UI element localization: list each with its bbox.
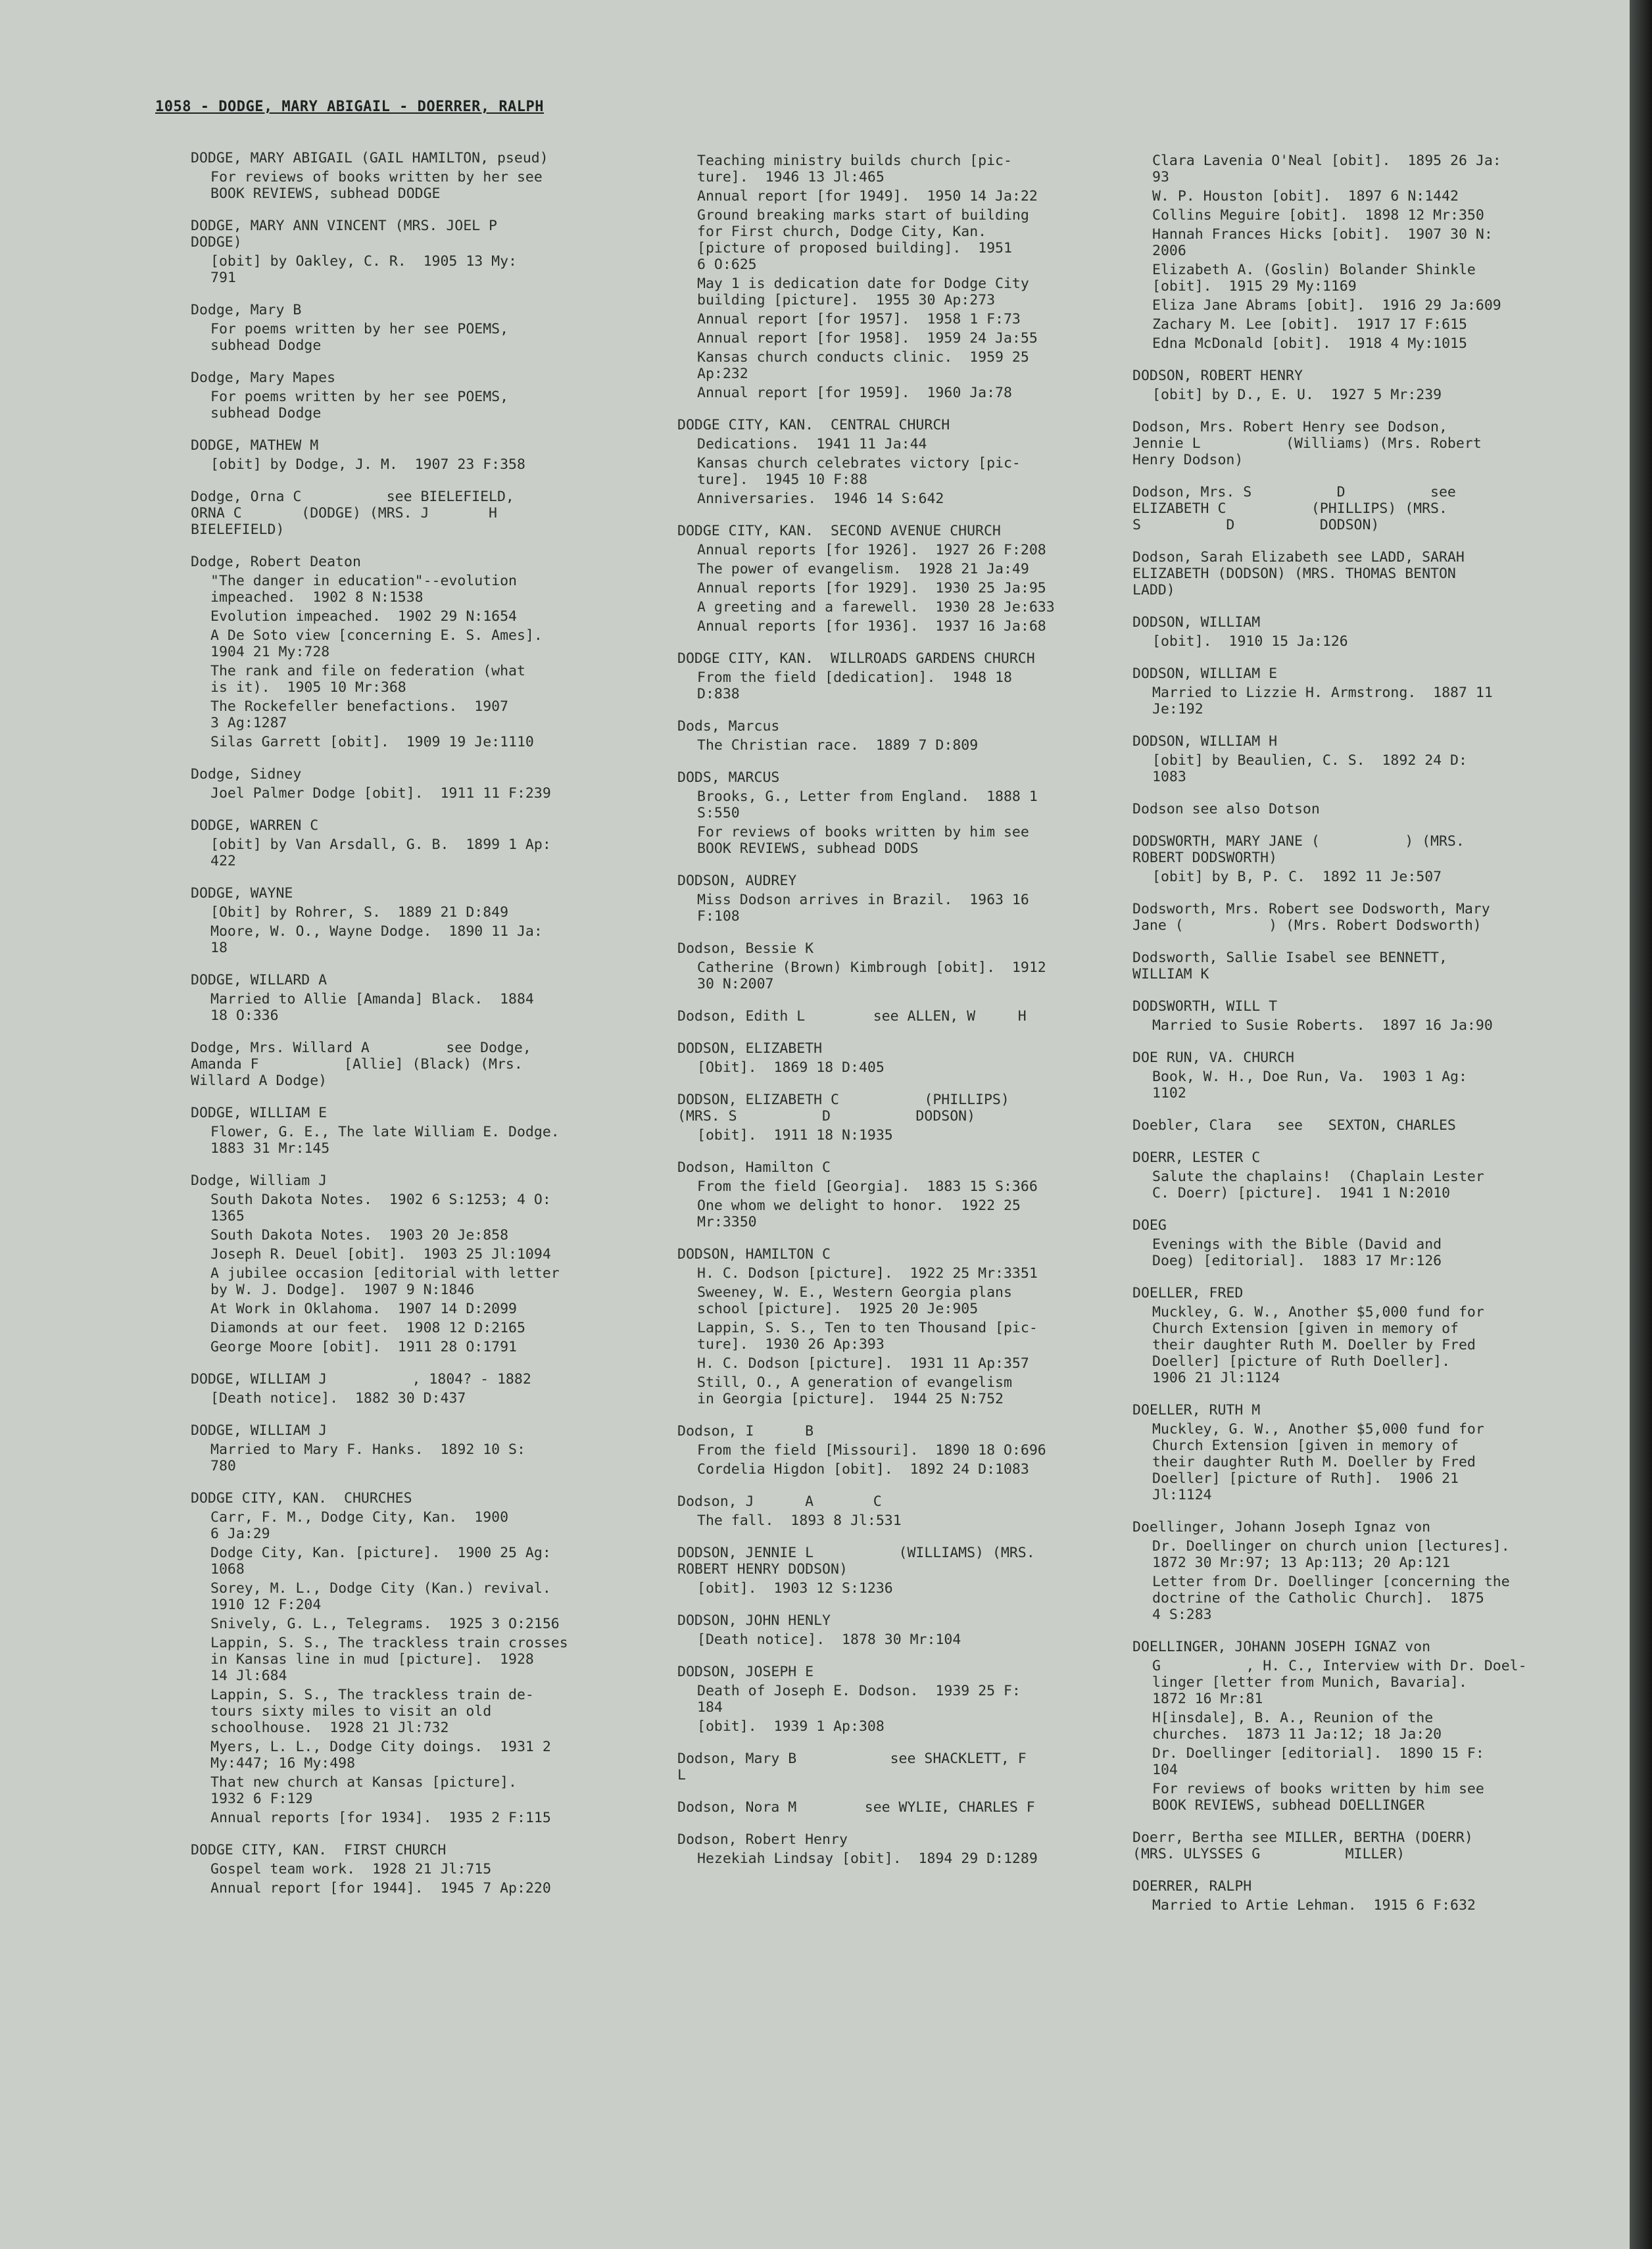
index-entry <box>677 153 1111 401</box>
entry-heading: DODSON, ROBERT HENRY <box>1132 368 1303 384</box>
citation: G , H. C., Interview with Dr. Doel- linger [letter from Munich, Bavaria]. 1872 16 Mr:81 <box>1152 1658 1527 1707</box>
citation: [Death notice]. 1882 30 D:437 <box>210 1390 466 1407</box>
entry-heading: DOERRER, RALPH <box>1132 1878 1252 1895</box>
index-entry <box>1132 1285 1567 1386</box>
entry-heading: DOELLER, FRED <box>1132 1285 1244 1301</box>
citation: Evolution impeached. 1902 29 N:1654 <box>210 608 517 625</box>
citation: Married to Artie Lehman. 1915 6 F:632 <box>1152 1897 1476 1914</box>
page-header: 1058 - DODGE, MARY ABIGAIL - DOERRER, RALPH <box>155 99 545 115</box>
index-entry <box>677 1159 1111 1230</box>
citation: Annual report [for 1944]. 1945 7 Ap:220 <box>210 1880 551 1897</box>
citation: [Death notice]. 1878 30 Mr:104 <box>697 1632 961 1648</box>
citation: Carr, F. M., Dodge City, Kan. 1900 6 Ja:29 <box>210 1509 509 1542</box>
citation: At Work in Oklahoma. 1907 14 D:2099 <box>210 1301 517 1317</box>
index-entry <box>677 1423 1111 1478</box>
citation: [obit]. 1903 12 S:1236 <box>697 1580 893 1597</box>
entry-heading: Doellinger, Johann Joseph Ignaz von <box>1132 1519 1431 1536</box>
entry-heading: DODSON, WILLIAM E <box>1132 665 1278 682</box>
citation: Hannah Frances Hicks [obit]. 1907 30 N: 2006 <box>1152 226 1493 259</box>
citation: Clara Lavenia O'Neal [obit]. 1895 26 Ja: 93 <box>1152 153 1501 185</box>
citation: Lappin, S. S., The trackless train de- tours sixty miles to visit an old schoolhouse. 1928 21 Jl:732 <box>210 1687 534 1736</box>
entry-heading: Dodsworth, Sallie Isabel see BENNETT, WILLIAM K <box>1132 950 1447 982</box>
citation: The fall. 1893 8 Jl:531 <box>697 1512 902 1529</box>
citation: [obit] by D., E. U. 1927 5 Mr:239 <box>1152 387 1442 403</box>
index-entry <box>191 1422 625 1474</box>
entry-heading: DODSON, JOHN HENLY <box>677 1612 831 1629</box>
entry-heading: Dodson, Mrs. Robert Henry see Dodson, Jennie L (Williams) (Mrs. Robert Henry Dodson) <box>1132 419 1482 468</box>
index-entry <box>677 1493 1111 1529</box>
index-entry <box>191 1371 625 1407</box>
citation: Annual reports [for 1929]. 1930 25 Ja:95 <box>697 580 1046 596</box>
entry-heading: DODSWORTH, MARY JANE ( ) (MRS. ROBERT DODSWORTH) <box>1132 833 1465 866</box>
index-entry <box>1132 1149 1567 1201</box>
page-edge-shadow <box>1630 0 1652 2249</box>
citation: A De Soto view [concerning E. S. Ames]. 1904 21 My:728 <box>210 627 543 660</box>
index-entry <box>191 1842 625 1897</box>
index-entry <box>1132 833 1567 885</box>
entry-heading: DODSWORTH, WILL T <box>1132 998 1278 1015</box>
citation: The rank and file on federation (what is it). 1905 10 Mr:368 <box>210 663 525 696</box>
index-entry <box>191 302 625 354</box>
entry-heading: DODSON, HAMILTON C <box>677 1246 831 1263</box>
entry-heading: DODSON, WILLIAM H <box>1132 733 1278 750</box>
citation: Myers, L. L., Dodge City doings. 1931 2 My:447; 16 My:498 <box>210 1739 551 1772</box>
citation: Annual report [for 1959]. 1960 Ja:78 <box>697 385 1012 401</box>
citation: H. C. Dodson [picture]. 1931 11 Ap:357 <box>697 1355 1029 1372</box>
citation: May 1 is dedication date for Dodge City building [picture]. 1955 30 Ap:273 <box>697 276 1029 308</box>
index-entry <box>191 1490 625 1826</box>
index-entry <box>191 150 625 202</box>
citation: Silas Garrett [obit]. 1909 19 Je:1110 <box>210 734 534 750</box>
entry-heading: Dodson, Mrs. S D see ELIZABETH C (PHILLIPS) (MRS. S D DODSON) <box>1132 484 1456 533</box>
citation: Married to Susie Roberts. 1897 16 Ja:90 <box>1152 1017 1493 1034</box>
citation: Still, O., A generation of evangelism in Georgia [picture]. 1944 25 N:752 <box>697 1374 1012 1407</box>
entry-heading: Dodson, Bessie K <box>677 940 814 957</box>
index-entry <box>1132 901 1567 934</box>
index-entry <box>677 1831 1111 1867</box>
index-entry <box>677 940 1111 992</box>
entry-heading: Dodge, Mrs. Willard A see Dodge, Amanda F [Allie] (Black) (Mrs. Willard A Dodge) <box>191 1040 531 1089</box>
entry-heading: Doebler, Clara see SEXTON, CHARLES <box>1132 1117 1456 1134</box>
citation: H. C. Dodson [picture]. 1922 25 Mr:3351 <box>697 1265 1038 1282</box>
index-entry <box>1132 1050 1567 1101</box>
entry-heading: DODS, MARCUS <box>677 769 780 786</box>
citation: H[insdale], B. A., Reunion of the churches. 1873 11 Ja:12; 18 Ja:20 <box>1152 1710 1442 1743</box>
entry-heading: DODGE, WILLARD A <box>191 972 328 988</box>
index-entry <box>1132 484 1567 533</box>
index-entry <box>1132 801 1567 817</box>
entry-heading: DODGE, WILLIAM J <box>191 1422 328 1439</box>
citation: Elizabeth A. (Goslin) Bolander Shinkle [obit]. 1915 29 My:1169 <box>1152 262 1476 295</box>
index-entry <box>1132 665 1567 717</box>
citation: [Obit] by Rohrer, S. 1889 21 D:849 <box>210 904 509 921</box>
entry-heading: DODGE, WAYNE <box>191 885 293 902</box>
citation: Married to Allie [Amanda] Black. 1884 18 O:336 <box>210 991 534 1024</box>
citation: Snively, G. L., Telegrams. 1925 3 O:2156 <box>210 1616 560 1632</box>
citation: Teaching ministry builds church [pic- ture]. 1946 13 Jl:465 <box>697 153 1012 185</box>
entry-heading: Dodson, Nora M see WYLIE, CHARLES F <box>677 1799 1035 1816</box>
citation: Sorey, M. L., Dodge City (Kan.) revival. 1910 12 F:204 <box>210 1580 551 1613</box>
entry-heading: DODGE, WARREN C <box>191 817 319 834</box>
column-1 <box>191 150 625 1912</box>
citation: [obit]. 1910 15 Ja:126 <box>1152 633 1348 650</box>
citation: Dr. Doellinger on church union [lectures]. 1872 30 Mr:97; 13 Ap:113; 20 Ap:121 <box>1152 1538 1510 1571</box>
citation: For reviews of books written by him see BOOK REVIEWS, subhead DOELLINGER <box>1152 1781 1484 1814</box>
index-entry <box>677 1612 1111 1648</box>
entry-heading: DODGE CITY, KAN. FIRST CHURCH <box>191 1842 447 1858</box>
citation: Moore, W. O., Wayne Dodge. 1890 11 Ja: 18 <box>210 923 543 956</box>
entry-heading: DODSON, ELIZABETH C (PHILLIPS) (MRS. S D DODSON) <box>677 1092 1009 1124</box>
entry-heading: DOELLINGER, JOHANN JOSEPH IGNAZ von <box>1132 1639 1431 1655</box>
citation: Flower, G. E., The late William E. Dodge. 1883 31 Mr:145 <box>210 1124 560 1157</box>
entry-heading: DODGE, WILLIAM J , 1804? - 1882 <box>191 1371 531 1388</box>
citation: Annual report [for 1958]. 1959 24 Ja:55 <box>697 330 1038 347</box>
index-entry <box>1132 419 1567 468</box>
citation: Married to Mary F. Hanks. 1892 10 S: 780 <box>210 1441 525 1474</box>
entry-heading: DODGE, WILLIAM E <box>191 1105 328 1121</box>
citation: Gospel team work. 1928 21 Jl:715 <box>210 1861 492 1877</box>
entry-heading: Dodson, J A C <box>677 1493 882 1510</box>
citation: For poems written by her see POEMS, subhead Dodge <box>210 321 509 354</box>
entry-heading: DODSON, ELIZABETH <box>677 1040 823 1057</box>
citation: [obit] by Van Arsdall, G. B. 1899 1 Ap: 422 <box>210 836 551 869</box>
index-entry <box>677 769 1111 857</box>
citation: Kansas church conducts clinic. 1959 25 Ap:232 <box>697 349 1029 382</box>
citation: For poems written by her see POEMS, subhead Dodge <box>210 389 509 422</box>
entry-heading: Dodge, Sidney <box>191 766 302 783</box>
citation: From the field [dedication]. 1948 18 D:838 <box>697 669 1012 702</box>
index-entry <box>1132 998 1567 1034</box>
index-entry <box>677 718 1111 754</box>
entry-heading: Dodson, Mary B see SHACKLETT, F L <box>677 1751 1027 1783</box>
index-entry <box>677 1008 1111 1025</box>
citation: Lappin, S. S., The trackless train crosses in Kansas line in mud [picture]. 1928 14 Jl:684 <box>210 1635 568 1684</box>
citation: For reviews of books written by him see BOOK REVIEWS, subhead DODS <box>697 824 1029 857</box>
index-entry <box>1132 549 1567 598</box>
index-entry <box>677 1092 1111 1144</box>
citation: [obit] by Dodge, J. M. 1907 23 F:358 <box>210 456 525 473</box>
citation: Muckley, G. W., Another $5,000 fund for Church Extension [given in memory of their daughter Ruth M. Doeller by Fred Doeller] [picture of Ruth]. 1906 21 Jl:1124 <box>1152 1421 1484 1503</box>
entry-heading: Dodge, William J <box>191 1173 328 1189</box>
index-entry <box>677 417 1111 507</box>
index-entry <box>191 370 625 422</box>
index-entry <box>1132 1878 1567 1914</box>
citation: [obit] by B, P. C. 1892 11 Je:507 <box>1152 869 1442 885</box>
citation: Letter from Dr. Doellinger [concerning the doctrine of the Catholic Church]. 1875 4 S:283 <box>1152 1574 1510 1623</box>
entry-heading: DODGE, MARY ANN VINCENT (MRS. JOEL P DODGE) <box>191 218 497 251</box>
citation: Zachary M. Lee [obit]. 1917 17 F:615 <box>1152 316 1467 333</box>
citation: Salute the chaplains! (Chaplain Lester C. Doerr) [picture]. 1941 1 N:2010 <box>1152 1169 1484 1201</box>
entry-heading: DODGE CITY, KAN. CHURCHES <box>191 1490 412 1507</box>
citation: Brooks, G., Letter from England. 1888 1 S:550 <box>697 788 1038 821</box>
index-entry <box>1132 1519 1567 1623</box>
index-entry <box>1132 368 1567 403</box>
citation: The power of evangelism. 1928 21 Ja:49 <box>697 561 1029 577</box>
citation: W. P. Houston [obit]. 1897 6 N:1442 <box>1152 188 1459 205</box>
citation: Cordelia Higdon [obit]. 1892 24 D:1083 <box>697 1461 1029 1478</box>
citation: Joseph R. Deuel [obit]. 1903 25 Jl:1094 <box>210 1246 551 1263</box>
column-2 <box>677 150 1111 1883</box>
citation: That new church at Kansas [picture]. 1932 6 F:129 <box>210 1774 517 1807</box>
citation: Annual report [for 1949]. 1950 14 Ja:22 <box>697 188 1038 205</box>
index-entry <box>677 1040 1111 1076</box>
entry-heading: Dodge, Mary B <box>191 302 302 318</box>
citation: Evenings with the Bible (David and Doeg) [editorial]. 1883 17 Mr:126 <box>1152 1236 1442 1269</box>
index-entry <box>1132 1639 1567 1814</box>
citation: Annual reports [for 1934]. 1935 2 F:115 <box>210 1810 551 1826</box>
index-entry <box>677 1799 1111 1816</box>
entry-heading: DOEG <box>1132 1217 1167 1234</box>
entry-heading: DOELLER, RUTH M <box>1132 1402 1261 1418</box>
citation: Diamonds at our feet. 1908 12 D:2165 <box>210 1320 525 1336</box>
entry-heading: Dodge, Robert Deaton <box>191 554 361 570</box>
entry-heading: Dods, Marcus <box>677 718 780 735</box>
entry-heading: Dodsworth, Mrs. Robert see Dodsworth, Mary Jane ( ) (Mrs. Robert Dodsworth) <box>1132 901 1490 934</box>
index-entry <box>191 489 625 538</box>
index-entry <box>191 1173 625 1355</box>
index-entry <box>677 1246 1111 1407</box>
citation: George Moore [obit]. 1911 28 O:1791 <box>210 1339 517 1355</box>
citation: The Rockefeller benefactions. 1907 3 Ag:1287 <box>210 698 509 731</box>
citation: Death of Joseph E. Dodson. 1939 25 F: 184 <box>697 1683 1021 1716</box>
index-entry <box>677 1751 1111 1783</box>
entry-heading: DODGE CITY, KAN. WILLROADS GARDENS CHURCH <box>677 650 1035 667</box>
index-entry <box>677 650 1111 702</box>
index-entry <box>1132 1402 1567 1503</box>
entry-heading: Dodson, I B <box>677 1423 814 1439</box>
citation: Anniversaries. 1946 14 S:642 <box>697 491 944 507</box>
citation: Annual report [for 1957]. 1958 1 F:73 <box>697 311 1021 327</box>
citation: [obit] by Beaulien, C. S. 1892 24 D: 1083 <box>1152 752 1467 785</box>
index-entry <box>1132 1117 1567 1134</box>
citation: Lappin, S. S., Ten to ten Thousand [pic- ture]. 1930 26 Ap:393 <box>697 1320 1038 1353</box>
citation: One whom we delight to honor. 1922 25 Mr:3350 <box>697 1197 1021 1230</box>
index-entry <box>191 817 625 869</box>
citation: Collins Meguire [obit]. 1898 12 Mr:350 <box>1152 207 1484 224</box>
citation: Sweeney, W. E., Western Georgia plans school [picture]. 1925 20 Je:905 <box>697 1284 1012 1317</box>
citation: From the field [Georgia]. 1883 15 S:366 <box>697 1178 1038 1195</box>
citation: [Obit]. 1869 18 D:405 <box>697 1059 885 1076</box>
citation: [obit]. 1939 1 Ap:308 <box>697 1718 885 1735</box>
citation: A greeting and a farewell. 1930 28 Je:633 <box>697 599 1055 616</box>
index-entry <box>1132 733 1567 785</box>
citation: Book, W. H., Doe Run, Va. 1903 1 Ag: 1102 <box>1152 1069 1467 1101</box>
index-entry <box>677 873 1111 925</box>
citation: Hezekiah Lindsay [obit]. 1894 29 D:1289 <box>697 1850 1038 1867</box>
entry-heading: Dodge, Orna C see BIELEFIELD, ORNA C (DODGE) (MRS. J H BIELEFIELD) <box>191 489 514 538</box>
citation: [obit] by Oakley, C. R. 1905 13 My: 791 <box>210 253 517 286</box>
entry-heading: DODSON, JOSEPH E <box>677 1664 814 1680</box>
entry-heading: Doerr, Bertha see MILLER, BERTHA (DOERR) (MRS. ULYSSES G MILLER) <box>1132 1829 1473 1862</box>
index-entry <box>1132 614 1567 650</box>
citation: Annual reports [for 1926]. 1927 26 F:208 <box>697 542 1046 558</box>
citation: [obit]. 1911 18 N:1935 <box>697 1127 893 1144</box>
index-entry <box>191 766 625 802</box>
citation: Miss Dodson arrives in Brazil. 1963 16 F:108 <box>697 892 1029 925</box>
index-entry <box>191 554 625 750</box>
citation: Dodge City, Kan. [picture]. 1900 25 Ag: 1068 <box>210 1545 551 1578</box>
entry-heading: DOERR, LESTER C <box>1132 1149 1261 1166</box>
citation: Kansas church celebrates victory [pic- ture]. 1945 10 F:88 <box>697 455 1021 488</box>
index-entry <box>1132 950 1567 982</box>
entry-heading: DODGE, MARY ABIGAIL (GAIL HAMILTON, pseud) <box>191 150 548 166</box>
citation: Annual reports [for 1936]. 1937 16 Ja:68 <box>697 618 1046 635</box>
index-entry <box>677 523 1111 635</box>
index-entry <box>191 218 625 286</box>
entry-heading: Dodson see also Dotson <box>1132 801 1320 817</box>
entry-heading: Dodson, Robert Henry <box>677 1831 848 1848</box>
entry-heading: Dodson, Sarah Elizabeth see LADD, SARAH ELIZABETH (DODSON) (MRS. THOMAS BENTON LADD) <box>1132 549 1465 598</box>
citation: Eliza Jane Abrams [obit]. 1916 29 Ja:609 <box>1152 297 1501 314</box>
citation: Edna McDonald [obit]. 1918 4 My:1015 <box>1152 335 1467 352</box>
index-entry <box>191 1040 625 1089</box>
citation: From the field [Missouri]. 1890 18 O:696 <box>697 1442 1046 1459</box>
index-entry <box>191 885 625 956</box>
citation: South Dakota Notes. 1902 6 S:1253; 4 O: 1365 <box>210 1192 551 1224</box>
citation: For reviews of books written by her see BOOK REVIEWS, subhead DODGE <box>210 169 543 202</box>
index-entry <box>1132 1217 1567 1269</box>
citation: Joel Palmer Dodge [obit]. 1911 11 F:239 <box>210 785 551 802</box>
index-entry <box>191 1105 625 1157</box>
entry-heading: DODSON, AUDREY <box>677 873 797 889</box>
entry-heading: Dodson, Hamilton C <box>677 1159 831 1176</box>
entry-heading: DODGE CITY, KAN. CENTRAL CHURCH <box>677 417 950 433</box>
index-entry <box>191 972 625 1024</box>
entry-heading: DODGE CITY, KAN. SECOND AVENUE CHURCH <box>677 523 1001 539</box>
citation: A jubilee occasion [editorial with letter by W. J. Dodge]. 1907 9 N:1846 <box>210 1265 560 1298</box>
index-entry <box>191 437 625 473</box>
citation: "The danger in education"--evolution impeached. 1902 8 N:1538 <box>210 573 517 606</box>
citation: Ground breaking marks start of building for First church, Dodge City, Kan. [picture of proposed building]. 1951 6 O:625 <box>697 207 1029 273</box>
index-entry <box>677 1664 1111 1735</box>
index-entry <box>1132 153 1567 352</box>
entry-heading: DODGE, MATHEW M <box>191 437 319 454</box>
index-entry <box>677 1545 1111 1597</box>
citation: South Dakota Notes. 1903 20 Je:858 <box>210 1227 509 1244</box>
citation: Muckley, G. W., Another $5,000 fund for Church Extension [given in memory of their daughter Ruth M. Doeller by Fred Doeller] [picture of Ruth Doeller]. 1906 21 Jl:1124 <box>1152 1304 1484 1386</box>
citation: The Christian race. 1889 7 D:809 <box>697 737 979 754</box>
citation: Dedications. 1941 11 Ja:44 <box>697 436 927 452</box>
entry-heading: DODSON, WILLIAM <box>1132 614 1261 631</box>
column-3 <box>1132 150 1567 1929</box>
citation: Dr. Doellinger [editorial]. 1890 15 F: 104 <box>1152 1745 1484 1778</box>
entry-heading: DOE RUN, VA. CHURCH <box>1132 1050 1294 1066</box>
citation: Catherine (Brown) Kimbrough [obit]. 1912 30 N:2007 <box>697 959 1046 992</box>
entry-heading: DODSON, JENNIE L (WILLIAMS) (MRS. ROBERT HENRY DODSON) <box>677 1545 1035 1578</box>
citation: Married to Lizzie H. Armstrong. 1887 11 Je:192 <box>1152 685 1493 717</box>
index-entry <box>1132 1829 1567 1862</box>
entry-heading: Dodson, Edith L see ALLEN, W H <box>677 1008 1027 1025</box>
entry-heading: Dodge, Mary Mapes <box>191 370 336 386</box>
